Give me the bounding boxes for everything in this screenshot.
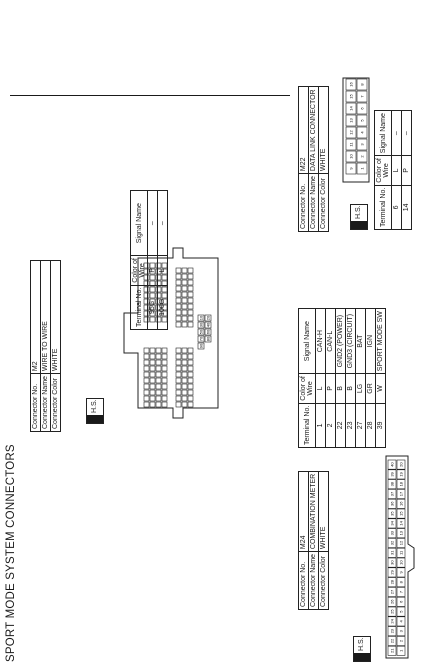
pin-label: 32 (389, 540, 395, 546)
pin-label: 34 (389, 521, 395, 526)
m2-pin (144, 390, 149, 395)
pin-label: 29 (389, 570, 395, 575)
connector-header-m2 (30, 260, 61, 432)
m2-pin (156, 378, 161, 383)
m22-terminal-table-wrap (374, 110, 412, 230)
table-row: 28 GR IGN (366, 309, 376, 448)
m2-pin (176, 292, 181, 297)
pin-label: 30 (389, 560, 395, 565)
pin-label: 90 (198, 343, 204, 349)
m2-label-color: Connector Color (51, 374, 61, 432)
m24-terminal-table: Terminal No. Color of Wire Signal Name 1 L CAN-H 2 P CAN-L 22 B GND2 (POWER) 23 B GND3 (CIRCUIT) 27 LG BAT 28 GR IGN 39 W SPORT MODE SW (298, 308, 386, 448)
table-row: 14 P – (402, 111, 412, 230)
m2-pin (188, 304, 193, 309)
m2-pin (182, 286, 187, 291)
pin-label: 37 (389, 491, 395, 497)
pin-label: 25 (389, 609, 395, 614)
table-row: 27 LG BAT (356, 309, 366, 448)
m2-pin (144, 402, 149, 407)
m2-pin (182, 366, 187, 371)
pin-label: 14 (398, 521, 404, 526)
m2-pin (144, 366, 149, 371)
pin-label: 28 (389, 579, 395, 585)
table-row: 2 P CAN-L (326, 309, 336, 448)
m2-pin (156, 384, 161, 389)
m2-pin (144, 378, 149, 383)
m2-pin (156, 348, 161, 353)
m2-pin (182, 268, 187, 273)
pin-label: 13 (348, 118, 354, 123)
pin-label: 80 (205, 336, 211, 342)
pin-label: 27 (389, 589, 395, 595)
m2-terminal-table (130, 190, 168, 330)
m2-pin (150, 384, 155, 389)
m2-color-value: WHITE (51, 261, 61, 374)
table-row: 39 W SPORT MODE SW (376, 309, 386, 448)
m2-pin (182, 372, 187, 377)
m2-terminal-table-wrap (130, 190, 168, 330)
pin-label: 33 (389, 530, 395, 536)
pin-label: 70 (198, 336, 204, 342)
pin-label: 31 (389, 550, 395, 556)
m2-pin (150, 390, 155, 395)
m2-pin (176, 316, 181, 321)
pin-label: 60 (205, 329, 211, 335)
m2-pin (188, 396, 193, 401)
m2-pin (156, 402, 161, 407)
m2-pin (162, 378, 167, 383)
m24-pin-grid (388, 460, 405, 655)
m2-pin (182, 396, 187, 401)
m2-pin (162, 372, 167, 377)
m2-pin (156, 390, 161, 395)
m2-pin (176, 384, 181, 389)
m22-connector-diagram (340, 75, 372, 187)
m2-pin (188, 402, 193, 407)
m2-pin (188, 360, 193, 365)
m2-pin (156, 366, 161, 371)
connector-header-m24 (298, 471, 329, 610)
pin-label: 5 (398, 610, 404, 613)
m2-pin (182, 390, 187, 395)
pin-label: 10 (348, 154, 354, 159)
pin-label: 23 (389, 628, 395, 634)
m2-pin (176, 372, 181, 377)
pin-label: 10 (198, 315, 204, 321)
m2-pin (150, 402, 155, 407)
pin-label: 38 (389, 481, 395, 487)
pin-label: 8 (398, 581, 404, 584)
m2-pin (176, 274, 181, 279)
m2-pin (182, 360, 187, 365)
pin-label: 2 (398, 639, 404, 643)
m24-hs-badge: H.S. (353, 636, 371, 662)
m2-pin (176, 280, 181, 285)
hs-icon (354, 653, 370, 661)
m2-pin (182, 292, 187, 297)
m22-pin-grid (346, 79, 367, 174)
hs-icon (87, 415, 103, 423)
pin-label: 20 (205, 315, 211, 321)
m24-connector-diagram (378, 452, 418, 664)
m2-no-value: M2 (31, 261, 41, 374)
m2-pin (162, 402, 167, 407)
pin-label: 7 (398, 590, 404, 594)
m2-pin (156, 360, 161, 365)
table-row: 22 B GND2 (POWER) (336, 309, 346, 448)
m2-pin (162, 384, 167, 389)
pin-label: 26 (389, 599, 395, 605)
pin-label: 6 (398, 600, 404, 603)
m2-pin (150, 354, 155, 359)
pin-label: 40 (389, 462, 395, 467)
m2-pin (162, 354, 167, 359)
pin-label: 12 (348, 130, 354, 135)
m2-pin (150, 396, 155, 401)
pin-label: 1 (398, 649, 404, 652)
pin-label: 15 (398, 511, 404, 516)
m2-pin (176, 402, 181, 407)
m2-th-wire: Color of Wire (131, 256, 148, 286)
column-divider (10, 95, 290, 96)
m2-pin (188, 384, 193, 389)
pin-label: 4 (359, 131, 365, 134)
m2-name-value: WIRE TO WIRE (41, 261, 51, 374)
m2-pin (188, 372, 193, 377)
m2-pin (144, 384, 149, 389)
pin-label: 15 (348, 94, 354, 99)
m2-pin (176, 366, 181, 371)
table-row: 23 B GND3 (CIRCUIT) (346, 309, 356, 448)
m2-pin (176, 286, 181, 291)
table-row: 1 L CAN-H (316, 309, 326, 448)
pin-label: 6 (359, 107, 365, 110)
hs-icon (351, 221, 367, 229)
m2-pin (176, 360, 181, 365)
pin-label: 5 (359, 119, 365, 122)
m2-pin (182, 304, 187, 309)
m2-label-name: Connector Name (41, 374, 51, 432)
m2-pin (182, 298, 187, 303)
m2-pin (150, 366, 155, 371)
m2-pin (182, 274, 187, 279)
m2-pin (188, 348, 193, 353)
m2-pin (162, 396, 167, 401)
m2-pin (188, 390, 193, 395)
m2-pin (176, 322, 181, 327)
m2-pin (176, 304, 181, 309)
pin-label: 4 (398, 620, 404, 623)
m2-pin (188, 316, 193, 321)
pin-label: 9 (398, 571, 404, 574)
m2-pin (156, 372, 161, 377)
m2-pin (188, 298, 193, 303)
pin-label: 13 (398, 530, 404, 536)
m2-pin (182, 310, 187, 315)
pin-label: 40 (205, 322, 211, 328)
connector-header-m22 (298, 86, 329, 232)
m2-pin (182, 378, 187, 383)
m2-pin (188, 280, 193, 285)
m2-pin (182, 384, 187, 389)
m2-pin (144, 354, 149, 359)
page-title: SPORT MODE SYSTEM CONNECTORS (5, 444, 17, 662)
pin-label: 20 (398, 462, 404, 467)
pin-label: 24 (389, 619, 395, 624)
m2-pin (144, 360, 149, 365)
m2-pin (182, 354, 187, 359)
m2-pin (188, 378, 193, 383)
m2-pin (188, 268, 193, 273)
m2-pin (176, 298, 181, 303)
m2-hs-badge: H.S. (86, 398, 104, 424)
pin-label: 10 (398, 560, 404, 565)
m2-header-table (30, 260, 61, 432)
pin-label: 16 (398, 501, 404, 507)
pin-label: 21 (389, 648, 395, 654)
table-row: 95G P – (148, 191, 158, 330)
m2-pin (176, 396, 181, 401)
m2-pin (188, 286, 193, 291)
m2-pin (182, 322, 187, 327)
pin-label: 50 (198, 329, 204, 335)
m2-pin (156, 354, 161, 359)
m2-pin (188, 292, 193, 297)
m2-pin (144, 348, 149, 353)
m2-pin (176, 378, 181, 383)
pin-label: 39 (389, 472, 395, 477)
pin-label: 11 (348, 142, 354, 147)
m2-pin (182, 348, 187, 353)
pin-label: 17 (398, 491, 404, 497)
table-row: 100G L – (158, 191, 168, 330)
m2-pin (188, 322, 193, 327)
pin-label: 9 (348, 167, 354, 170)
pin-label: 36 (389, 501, 395, 507)
m2-th-terminal: Terminal No. (131, 285, 148, 329)
m24-terminal-table-wrap (298, 308, 386, 448)
pin-label: 35 (389, 511, 395, 516)
m2-pin (162, 348, 167, 353)
m2-th-signal: Signal Name (131, 191, 148, 256)
m22-hs-badge: H.S. (350, 204, 368, 230)
pin-label: 8 (359, 83, 365, 86)
m2-pin (162, 390, 167, 395)
m22-terminal-table: Terminal No. Color of Wire Signal Name 6 L – 14 P – (374, 110, 412, 230)
pin-label: 30 (198, 322, 204, 328)
m2-pin (162, 360, 167, 365)
m2-pin (188, 366, 193, 371)
pin-label: 7 (359, 95, 365, 98)
pin-label: 22 (389, 638, 395, 644)
m24-header-table: Connector No. M24 Connector Name COMBINATION METER Connector Color WHITE (298, 471, 329, 610)
m2-pin (176, 310, 181, 315)
pin-label: 3 (398, 630, 404, 633)
pin-label: 16 (348, 82, 354, 87)
m2-pin (150, 360, 155, 365)
m2-pin (150, 372, 155, 377)
pin-label: 12 (398, 540, 404, 546)
m2-pin (162, 366, 167, 371)
m2-pin (176, 348, 181, 353)
pin-label: 19 (398, 472, 404, 477)
m2-pin (176, 268, 181, 273)
m2-pin (182, 280, 187, 285)
m2-pin (188, 274, 193, 279)
m2-pin (188, 354, 193, 359)
pin-label: 1 (359, 167, 365, 170)
m2-pin (150, 348, 155, 353)
pin-label: 3 (359, 143, 365, 146)
m22-header-table: Connector No. M22 Connector Name DATA LINK CONNECTOR Connector Color WHITE (298, 86, 329, 232)
m2-pin (188, 310, 193, 315)
m2-pin (182, 402, 187, 407)
pin-label: 18 (398, 481, 404, 487)
m2-pin (176, 390, 181, 395)
m2-pin (182, 316, 187, 321)
pin-label: 11 (398, 550, 404, 555)
m2-pin (150, 378, 155, 383)
m2-pin (176, 354, 181, 359)
m2-pin (156, 396, 161, 401)
m2-pin (144, 396, 149, 401)
table-row: 6 L – (392, 111, 402, 230)
m2-pin (144, 372, 149, 377)
pin-label: 2 (359, 155, 365, 158)
pin-label: 14 (348, 106, 354, 111)
m2-label-no: Connector No. (31, 374, 41, 432)
